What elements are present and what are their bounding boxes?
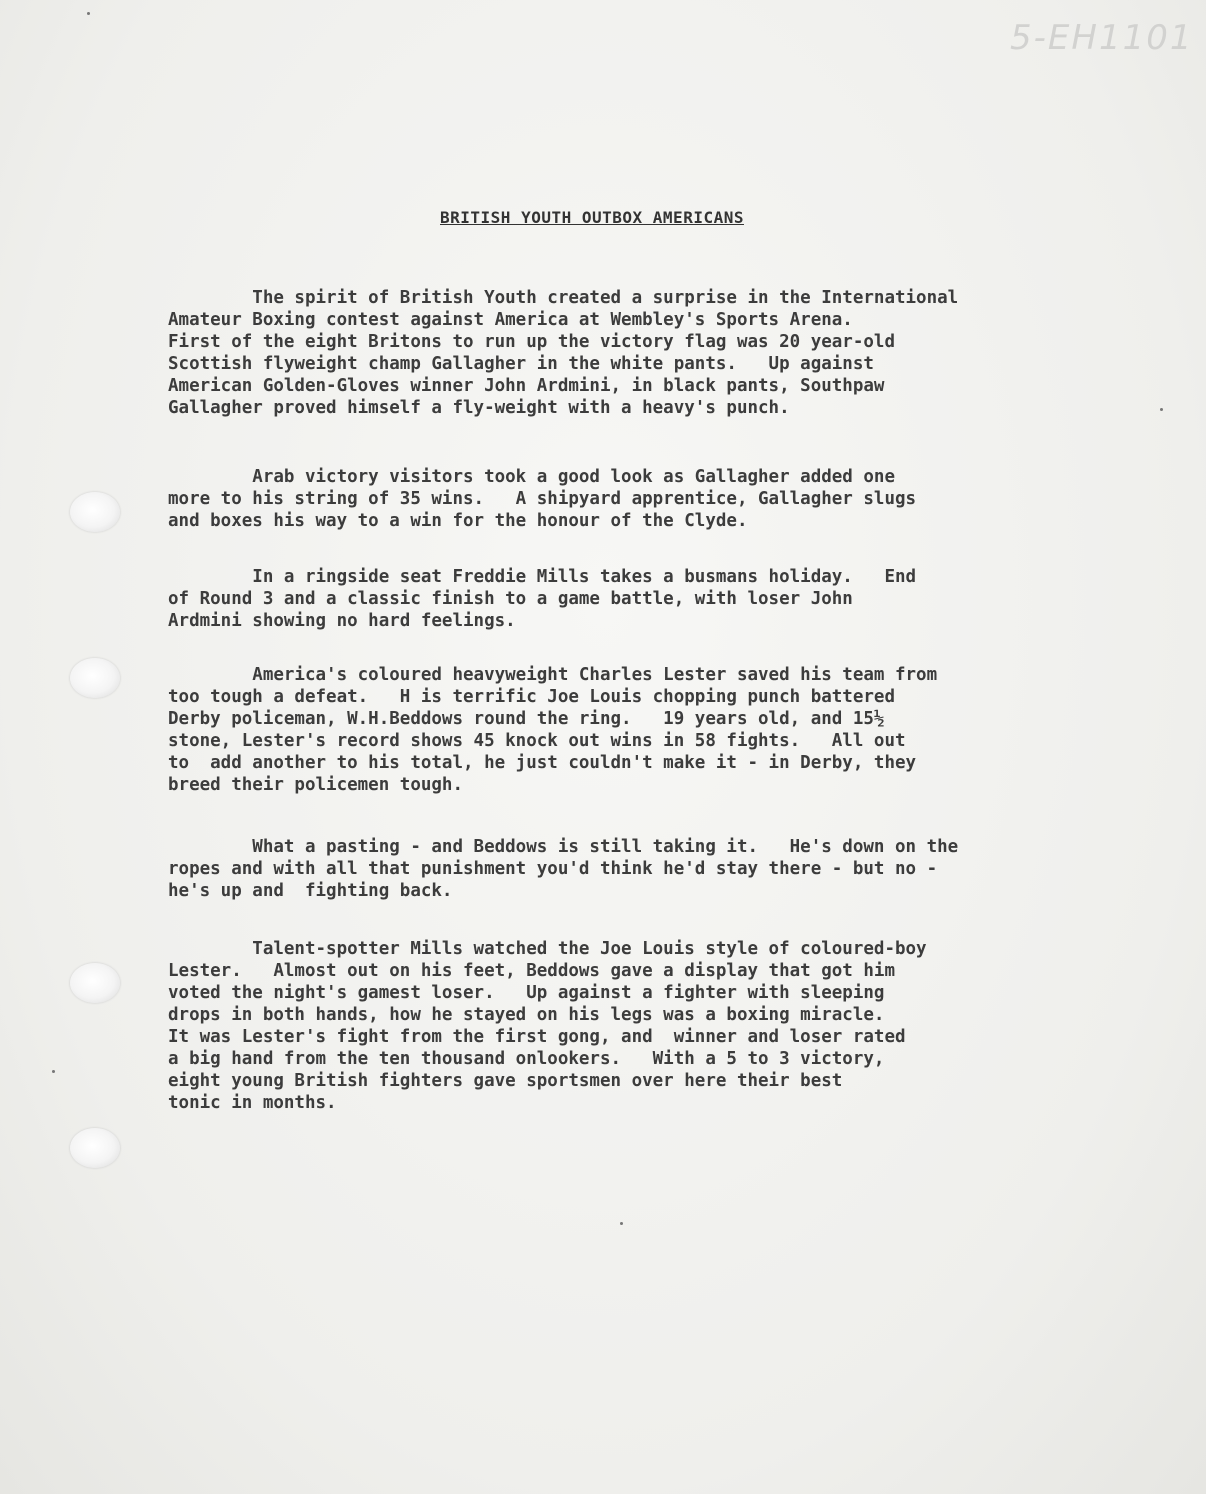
- text-line: First of the eight Britons to run up the victory flag was 20 year-old: [168, 332, 895, 352]
- text-line: voted the night's gamest loser. Up against a fighter with sleeping: [168, 983, 885, 1003]
- text-line: more to his string of 35 wins. A shipyard apprentice, Gallagher slugs: [168, 489, 917, 509]
- punch-hole: [70, 658, 120, 698]
- text-line: Lester. Almost out on his feet, Beddows gave a display that got him: [168, 961, 895, 981]
- paper-speck: [52, 1070, 55, 1073]
- paper-speck: [87, 12, 90, 15]
- paragraph: [168, 466, 1088, 532]
- text-line: too tough a defeat. H is terrific Joe Louis chopping punch battered: [168, 687, 895, 707]
- paragraph: [168, 664, 1088, 796]
- text-line: and boxes his way to a win for the honour of the Clyde.: [168, 511, 748, 531]
- text-line: Gallagher proved himself a fly-weight with a heavy's punch.: [168, 398, 790, 418]
- text-line: of Round 3 and a classic finish to a game battle, with loser John: [168, 589, 853, 609]
- text-line: American Golden-Gloves winner John Ardmini, in black pants, Southpaw: [168, 376, 885, 396]
- paragraph: [168, 836, 1088, 902]
- paper-speck: [620, 1222, 623, 1225]
- text-line: The spirit of British Youth created a surprise in the International: [168, 288, 959, 308]
- text-line: eight young British fighters gave sportsmen over here their best: [168, 1071, 843, 1091]
- text-line: Scottish flyweight champ Gallagher in the white pants. Up against: [168, 354, 874, 374]
- text-line: Amateur Boxing contest against America at Wembley's Sports Arena.: [168, 310, 853, 330]
- document-title: BRITISH YOUTH OUTBOX AMERICANS: [440, 208, 744, 227]
- text-line: drops in both hands, how he stayed on his legs was a boxing miracle.: [168, 1005, 885, 1025]
- text-line: It was Lester's fight from the first gong, and winner and loser rated: [168, 1027, 906, 1047]
- punch-hole: [70, 492, 120, 532]
- text-line: What a pasting - and Beddows is still taking it. He's down on the: [168, 837, 959, 857]
- paragraph: [168, 938, 1088, 1114]
- text-line: ropes and with all that punishment you'd think he'd stay there - but no -: [168, 859, 938, 879]
- reference-mark: 5-EH1101: [1010, 18, 1194, 58]
- text-line: stone, Lester's record shows 45 knock out wins in 58 fights. All out: [168, 731, 906, 751]
- text-line: In a ringside seat Freddie Mills takes a busmans holiday. End: [168, 567, 917, 587]
- punch-hole: [70, 963, 120, 1003]
- text-line: to add another to his total, he just couldn't make it - in Derby, they: [168, 753, 917, 773]
- text-line: tonic in months.: [168, 1093, 337, 1113]
- text-line: Arab victory visitors took a good look as Gallagher added one: [168, 467, 895, 487]
- text-line: Derby policeman, W.H.Beddows round the ring. 19 years old, and 15½: [168, 709, 885, 729]
- paragraph: [168, 566, 1088, 632]
- text-line: Ardmini showing no hard feelings.: [168, 611, 516, 631]
- text-line: breed their policemen tough.: [168, 775, 464, 795]
- punch-hole: [70, 1128, 120, 1168]
- text-line: a big hand from the ten thousand onlookers. With a 5 to 3 victory,: [168, 1049, 885, 1069]
- paper-speck: [1160, 408, 1163, 411]
- text-line: Talent-spotter Mills watched the Joe Louis style of coloured-boy: [168, 939, 927, 959]
- text-line: he's up and fighting back.: [168, 881, 453, 901]
- text-line: America's coloured heavyweight Charles Lester saved his team from: [168, 665, 938, 685]
- paragraph: [168, 287, 1088, 419]
